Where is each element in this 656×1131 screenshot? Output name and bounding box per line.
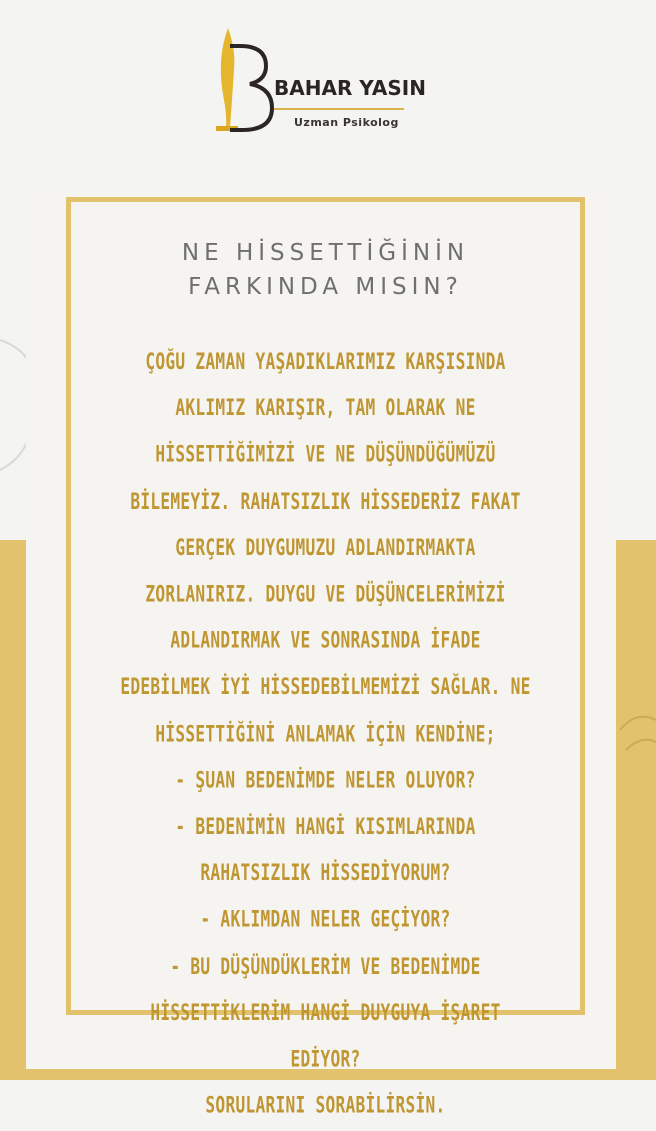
body-line: ZORLANIRIZ. DUYGU VE DÜŞÜNCELERİMİZİ bbox=[145, 582, 506, 608]
body-line: HİSSETTİĞİNİ ANLAMAK İÇİN KENDİNE; bbox=[155, 722, 496, 748]
body-line: - BEDENİMİN HANGİ KISIMLARINDA bbox=[175, 815, 476, 841]
body-line: AKLIMIZ KARIŞIR, TAM OLARAK NE bbox=[175, 396, 476, 422]
body-line: - BU DÜŞÜNDÜKLERİM VE BEDENİMDE bbox=[170, 954, 481, 980]
gold-frame bbox=[66, 197, 585, 1120]
feather-b-logo-icon bbox=[208, 20, 278, 140]
body-line: ADLANDIRMAK VE SONRASINDA İFADE bbox=[170, 629, 481, 655]
body-line: ÇOĞU ZAMAN YAŞADIKLARIMIZ KARŞISINDA bbox=[145, 350, 506, 375]
body-line: GERÇEK DUYGUMUZU ADLANDIRMAKTA bbox=[175, 536, 476, 562]
content-card bbox=[26, 193, 616, 1120]
brand-name: BAHAR YASIN bbox=[274, 76, 426, 100]
body-line: BİLEMEYİZ. RAHATSIZLIK HİSSEDERİZ FAKAT bbox=[130, 489, 521, 515]
card-title-line: FARKINDA MISIN? bbox=[188, 274, 463, 300]
body-line: EDİYOR? bbox=[290, 1047, 361, 1073]
body-line: HİSSETTİKLERİM HANGİ DUYGUYA İŞARET bbox=[150, 1001, 501, 1027]
card-title-line: NE HİSSETTİĞİNİN bbox=[181, 240, 470, 266]
body-line: SORULARINI SORABİLİRSİN. bbox=[205, 1094, 446, 1120]
body-line: EDEBİLMEK İYİ HİSSEDEBİLMEMİZİ SAĞLAR. NE bbox=[120, 675, 531, 701]
card-body bbox=[71, 340, 580, 1131]
leaf-line-decoration-right bbox=[616, 690, 656, 780]
body-line: HİSSETTİĞİMİZİ VE NE DÜŞÜNDÜĞÜMÜZÜ bbox=[155, 443, 496, 469]
brand-logo bbox=[208, 20, 448, 140]
brand-divider bbox=[274, 108, 404, 110]
body-line: - AKLIMDAN NELER GEÇİYOR? bbox=[200, 908, 451, 934]
brand-subtitle: Uzman Psikolog bbox=[294, 116, 399, 129]
card-title bbox=[71, 236, 580, 304]
body-line: RAHATSIZLIK HİSSEDİYORUM? bbox=[200, 861, 451, 887]
body-line: - ŞUAN BEDENİMDE NELER OLUYOR? bbox=[175, 768, 476, 794]
